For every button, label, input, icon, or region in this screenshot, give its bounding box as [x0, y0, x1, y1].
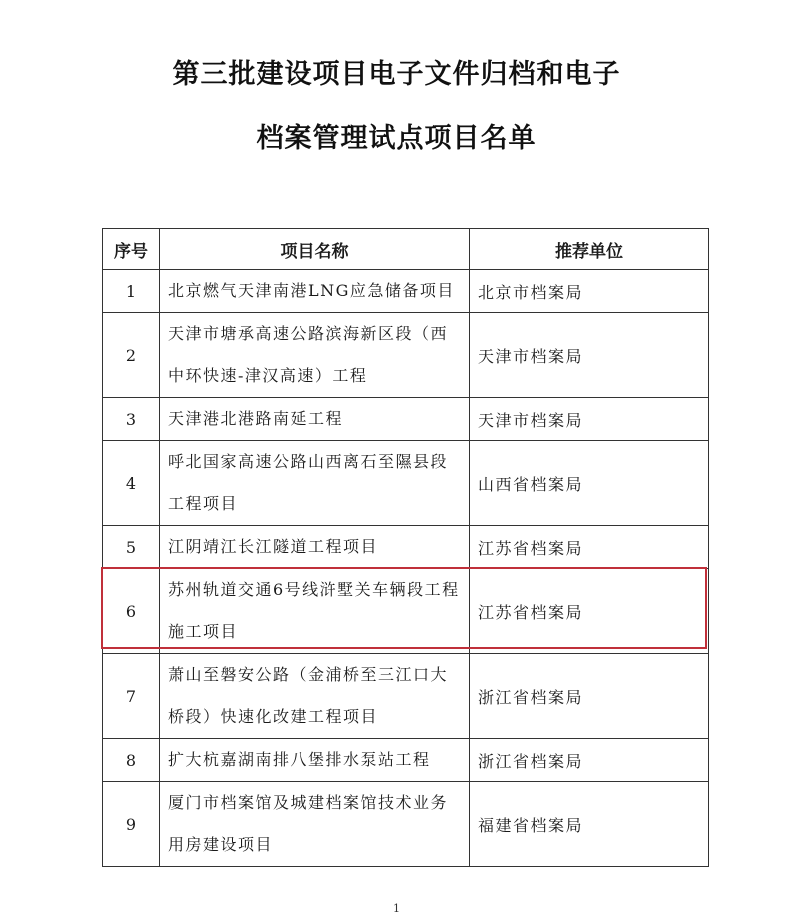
row-recommending-unit: 天津市档案局 — [470, 398, 709, 441]
table-row — [103, 398, 709, 441]
row-project-name: 江阴靖江长江隧道工程项目 — [160, 526, 470, 569]
header-recommending-unit: 推荐单位 — [470, 229, 709, 270]
table-row-highlighted — [103, 569, 709, 654]
project-list-table — [102, 228, 709, 867]
row-recommending-unit: 江苏省档案局 — [470, 526, 709, 569]
header-serial-number: 序号 — [103, 229, 160, 270]
table-row — [103, 441, 709, 526]
row-project-name: 苏州轨道交通6号线浒墅关车辆段工程施工项目 — [160, 569, 470, 654]
page-number: 1 — [393, 902, 400, 915]
row-number: 8 — [103, 739, 160, 782]
row-recommending-unit: 天津市档案局 — [470, 313, 709, 398]
row-project-name: 萧山至磐安公路（金浦桥至三江口大桥段）快速化改建工程项目 — [160, 654, 470, 739]
row-number: 9 — [103, 782, 160, 867]
row-number: 5 — [103, 526, 160, 569]
document-title-line-1: 第三批建设项目电子文件归档和电子 — [172, 59, 621, 90]
row-number: 2 — [103, 313, 160, 398]
row-project-name: 天津市塘承高速公路滨海新区段（西中环快速-津汉高速）工程 — [160, 313, 470, 398]
table-header-row — [103, 229, 709, 270]
row-recommending-unit: 浙江省档案局 — [470, 654, 709, 739]
row-project-name: 北京燃气天津南港LNG应急储备项目 — [160, 270, 470, 313]
row-number: 6 — [103, 569, 160, 654]
row-project-name: 天津港北港路南延工程 — [160, 398, 470, 441]
table-row — [103, 526, 709, 569]
row-project-name: 扩大杭嘉湖南排八堡排水泵站工程 — [160, 739, 470, 782]
table-row — [103, 654, 709, 739]
row-number: 1 — [103, 270, 160, 313]
row-number: 7 — [103, 654, 160, 739]
table-row — [103, 313, 709, 398]
row-recommending-unit: 浙江省档案局 — [470, 739, 709, 782]
table-row — [103, 739, 709, 782]
document-title-line-2: 档案管理试点项目名单 — [256, 123, 537, 154]
row-recommending-unit: 山西省档案局 — [470, 441, 709, 526]
row-number: 3 — [103, 398, 160, 441]
row-project-name: 厦门市档案馆及城建档案馆技术业务用房建设项目 — [160, 782, 470, 867]
header-project-name: 项目名称 — [160, 229, 470, 270]
table-row — [103, 270, 709, 313]
row-recommending-unit: 北京市档案局 — [470, 270, 709, 313]
row-number: 4 — [103, 441, 160, 526]
table-row — [103, 782, 709, 867]
row-recommending-unit: 江苏省档案局 — [470, 569, 709, 654]
row-recommending-unit: 福建省档案局 — [470, 782, 709, 867]
row-project-name: 呼北国家高速公路山西离石至隰县段工程项目 — [160, 441, 470, 526]
